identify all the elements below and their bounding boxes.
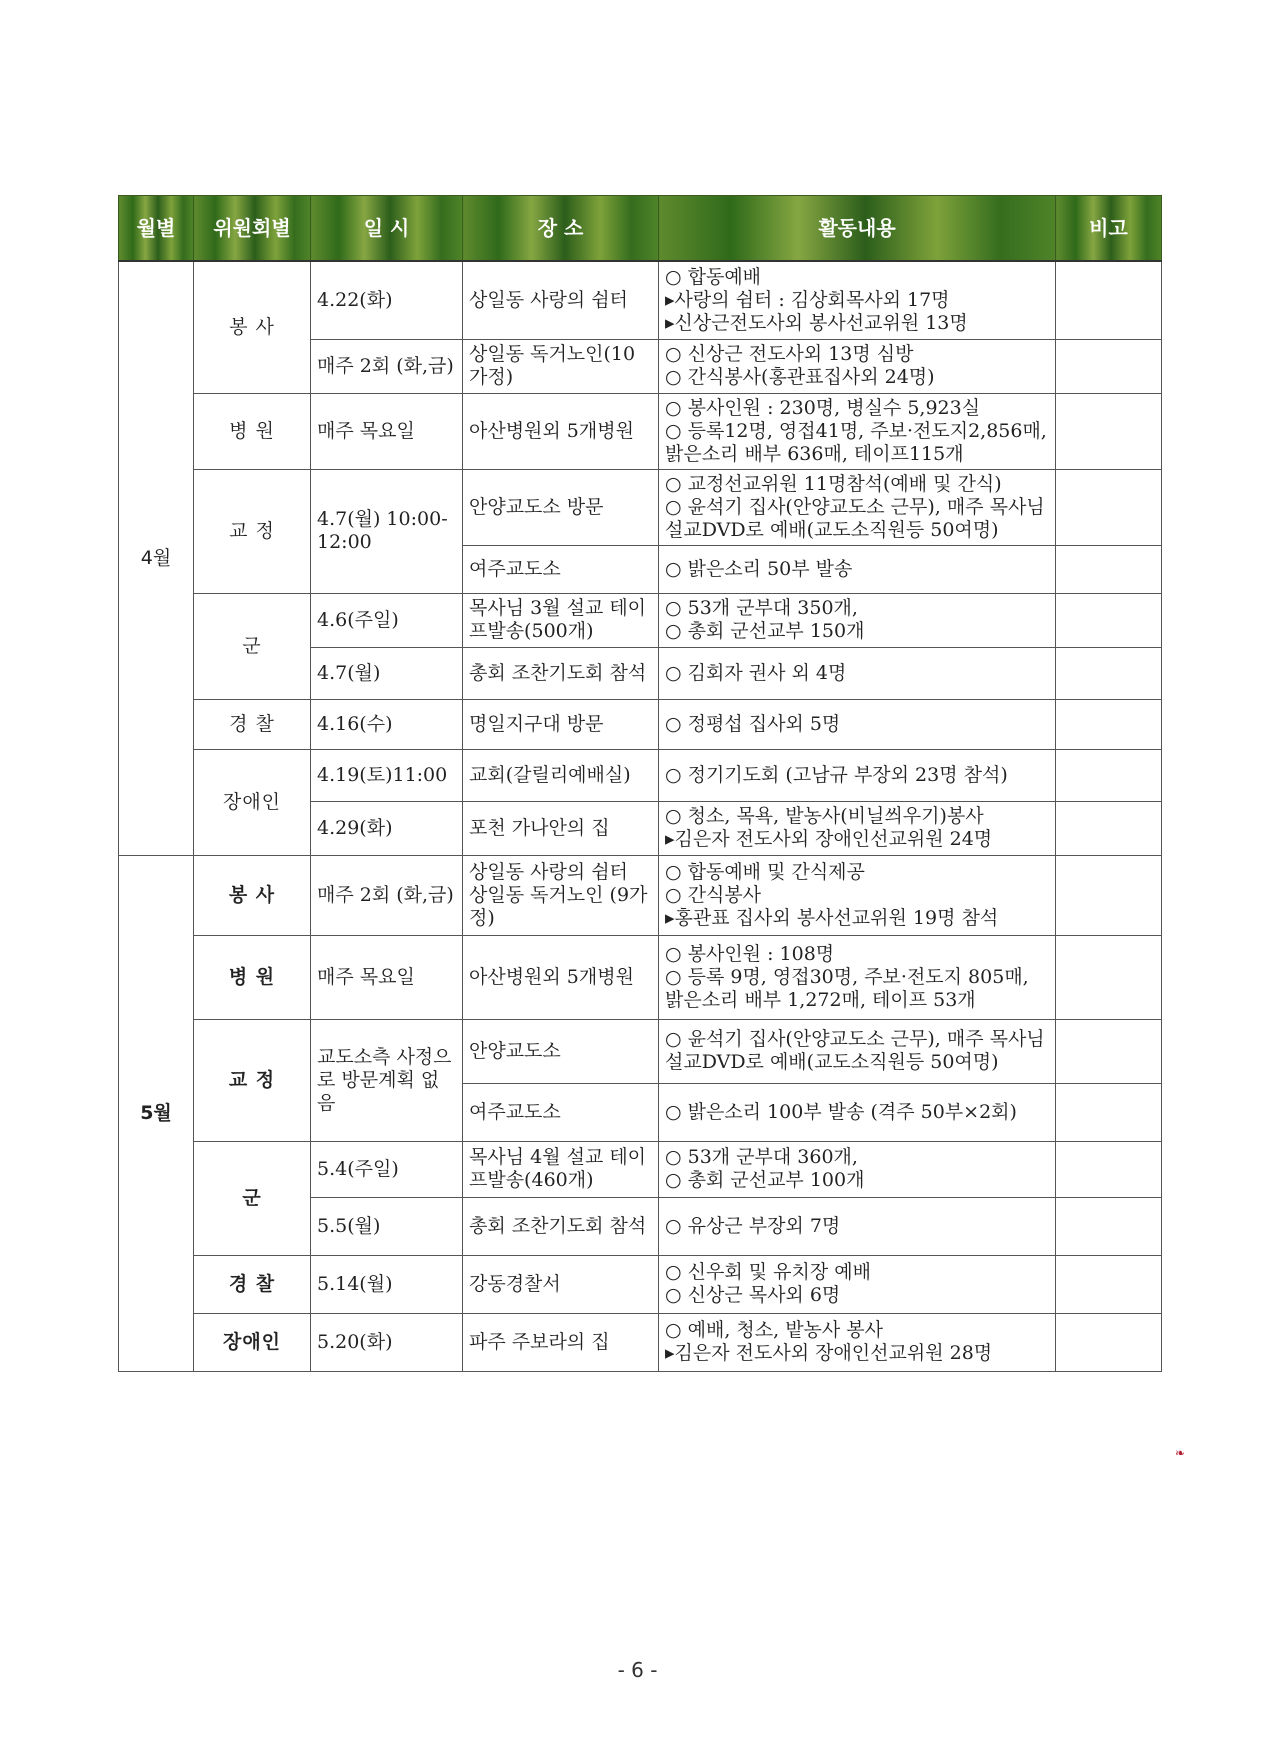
committee-cell: 경 찰	[194, 1255, 311, 1313]
note-cell	[1056, 1255, 1162, 1313]
activity-line: ○ 예배, 청소, 밭농사 봉사	[665, 1319, 884, 1341]
activity-line: ▸김은자 전도사외 장애인선교위원 28명	[665, 1342, 993, 1364]
activity-line: ○ 간식봉사(홍관표집사외 24명)	[665, 366, 935, 388]
note-cell	[1056, 935, 1162, 1019]
activity-line: ○ 교정선교위원 11명참석(예배 및 간식)	[665, 472, 1002, 495]
header-date: 일 시	[311, 196, 463, 262]
place-cell: 여주교도소	[463, 545, 659, 593]
place-cell: 목사님 3월 설교 테이프발송(500개)	[463, 593, 659, 647]
committee-cell: 교 정	[194, 1019, 311, 1141]
date-cell: 매주 목요일	[311, 393, 463, 469]
date-cell: 5.5(월)	[311, 1197, 463, 1255]
committee-cell: 군	[194, 593, 311, 699]
date-cell: 4.6(주일)	[311, 593, 463, 647]
month-cell: 5월	[119, 855, 194, 1371]
table-row	[119, 699, 1162, 749]
committee-cell: 병 원	[194, 935, 311, 1019]
note-cell	[1056, 339, 1162, 393]
place-cell: 파주 주보라의 집	[463, 1313, 659, 1371]
header-place: 장 소	[463, 196, 659, 262]
activity-line: ○ 청소, 목욕, 밭농사(비닐씌우기)봉사	[665, 805, 984, 827]
note-cell	[1056, 749, 1162, 801]
activity-cell	[659, 261, 1056, 339]
place-cell: 포천 가나안의 집	[463, 801, 659, 855]
place-cell: 상일동 독거노인(10가정)	[463, 339, 659, 393]
note-cell	[1056, 801, 1162, 855]
date-cell: 매주 2회 (화,금)	[311, 855, 463, 935]
place-cell: 총회 조찬기도회 참석	[463, 647, 659, 699]
committee-cell: 봉 사	[194, 855, 311, 935]
note-cell	[1056, 393, 1162, 469]
table-row	[119, 1313, 1162, 1371]
date-cell: 5.14(월)	[311, 1255, 463, 1313]
activity-line: ○ 등록12명, 영접41명, 주보·전도지2,856매, 밝은소리 배부 636매, 테이프115개	[665, 419, 1047, 465]
committee-cell: 병 원	[194, 393, 311, 469]
place-cell: 강동경찰서	[463, 1255, 659, 1313]
activity-cell	[659, 1313, 1056, 1371]
table-row	[119, 393, 1162, 469]
activity-line: ○ 밝은소리 50부 발송	[665, 557, 853, 580]
activity-line: ○ 정평섭 집사외 5명	[665, 712, 841, 735]
activity-cell	[659, 647, 1056, 699]
committee-cell: 교 정	[194, 469, 311, 593]
activity-cell	[659, 1083, 1056, 1141]
activity-line: ▸사랑의 쉼터 : 김상회목사외 17명	[665, 288, 950, 311]
header-activity: 활동내용	[659, 196, 1056, 262]
place-cell: 교회(갈릴리예배실)	[463, 749, 659, 801]
date-cell: 매주 목요일	[311, 935, 463, 1019]
place-cell: 총회 조찬기도회 참석	[463, 1197, 659, 1255]
month-cell: 4월	[119, 261, 194, 855]
note-cell	[1056, 545, 1162, 593]
date-cell: 매주 2회 (화,금)	[311, 339, 463, 393]
note-cell	[1056, 855, 1162, 935]
activity-cell	[659, 1197, 1056, 1255]
stray-ink-mark: ❧	[1175, 1446, 1186, 1460]
header-committee: 위원회별	[194, 196, 311, 262]
activity-line: ○ 김회자 권사 외 4명	[665, 661, 847, 684]
note-cell	[1056, 647, 1162, 699]
page-number: - 6 -	[617, 1658, 658, 1682]
activity-cell	[659, 935, 1056, 1019]
committee-cell: 봉 사	[194, 261, 311, 393]
committee-cell: 장애인	[194, 1313, 311, 1371]
activity-line: ▸김은자 전도사외 장애인선교위원 24명	[665, 828, 993, 850]
date-cell: 4.7(월)	[311, 647, 463, 699]
activity-line: ○ 신상근 목사외 6명	[665, 1284, 841, 1306]
date-cell: 5.20(화)	[311, 1313, 463, 1371]
note-cell	[1056, 261, 1162, 339]
date-cell: 4.19(토)11:00	[311, 749, 463, 801]
place-cell: 상일동 사랑의 쉼터	[463, 261, 659, 339]
activity-line: ○ 합동예배 및 간식제공	[665, 860, 865, 883]
committee-cell: 군	[194, 1141, 311, 1255]
table-row	[119, 1141, 1162, 1197]
activity-cell	[659, 699, 1056, 749]
activity-line: ○ 윤석기 집사(안양교도소 근무), 매주 목사님 설교DVD로 예배(교도소직원등 50여명)	[665, 1028, 1045, 1073]
note-cell	[1056, 699, 1162, 749]
table-header-row	[119, 196, 1162, 262]
table-row	[119, 749, 1162, 801]
date-cell: 4.7(월) 10:00-12:00	[311, 469, 463, 593]
activity-cell	[659, 1019, 1056, 1083]
activity-line: ○ 정기기도회 (고남규 부장외 23명 참석)	[665, 763, 1008, 786]
table-row	[119, 469, 1162, 545]
place-cell: 아산병원외 5개병원	[463, 935, 659, 1019]
place-cell: 목사님 4월 설교 테이프발송(460개)	[463, 1141, 659, 1197]
place-cell: 아산병원외 5개병원	[463, 393, 659, 469]
committee-cell: 장애인	[194, 749, 311, 855]
note-cell	[1056, 1019, 1162, 1083]
table-row	[119, 261, 1162, 339]
note-cell	[1056, 469, 1162, 545]
place-cell: 안양교도소 방문	[463, 469, 659, 545]
table-row	[119, 855, 1162, 935]
table-row	[119, 1255, 1162, 1313]
activity-cell	[659, 469, 1056, 545]
date-cell: 4.16(수)	[311, 699, 463, 749]
note-cell	[1056, 1197, 1162, 1255]
activity-cell	[659, 801, 1056, 855]
note-cell	[1056, 1313, 1162, 1371]
activity-line: ○ 밝은소리 100부 발송 (격주 50부×2회)	[665, 1100, 1017, 1123]
date-cell: 4.22(화)	[311, 261, 463, 339]
activity-line: ○ 53개 군부대 350개,	[665, 597, 858, 619]
table-row	[119, 1019, 1162, 1083]
activity-line: ○ 유상근 부장외 7명	[665, 1214, 841, 1237]
activity-line: ○ 신우회 및 유치장 예배	[665, 1261, 871, 1283]
activity-cell	[659, 593, 1056, 647]
note-cell	[1056, 1141, 1162, 1197]
activity-line: ○ 총회 군선교부 100개	[665, 1169, 865, 1191]
activity-cell	[659, 1255, 1056, 1313]
activity-cell	[659, 855, 1056, 935]
activity-cell	[659, 1141, 1056, 1197]
note-cell	[1056, 593, 1162, 647]
note-cell	[1056, 1083, 1162, 1141]
activity-schedule-table	[118, 195, 1162, 1372]
committee-cell: 경 찰	[194, 699, 311, 749]
date-cell: 5.4(주일)	[311, 1141, 463, 1197]
activity-line: ○ 53개 군부대 360개,	[665, 1146, 858, 1168]
place-cell: 명일지구대 방문	[463, 699, 659, 749]
header-note: 비고	[1056, 196, 1162, 262]
activity-cell	[659, 393, 1056, 469]
activity-line: ○ 등록 9명, 영접30명, 주보·전도지 805매, 밝은소리 배부 1,272매, 테이프 53개	[665, 965, 1029, 1011]
activity-cell	[659, 545, 1056, 593]
activity-line: ▸신상근전도사외 봉사선교위원 13명	[665, 311, 968, 334]
date-cell: 4.29(화)	[311, 801, 463, 855]
activity-line: ○ 총회 군선교부 150개	[665, 620, 865, 642]
place-cell: 여주교도소	[463, 1083, 659, 1141]
table-row	[119, 593, 1162, 647]
place-cell: 상일동 사랑의 쉼터 상일동 독거노인 (9가정)	[463, 855, 659, 935]
activity-cell	[659, 339, 1056, 393]
activity-line: ○ 신상근 전도사외 13명 심방	[665, 343, 914, 365]
activity-line: ○ 봉사인원 : 108명	[665, 942, 835, 965]
table-row	[119, 935, 1162, 1019]
activity-line: ○ 봉사인원 : 230명, 병실수 5,923실	[665, 396, 981, 419]
activity-line: ○ 윤석기 집사(안양교도소 근무), 매주 목사님 설교DVD로 예배(교도소직원등 50여명)	[665, 495, 1045, 541]
activity-line: ○ 간식봉사	[665, 883, 762, 906]
activity-line: ▸홍관표 집사외 봉사선교위원 19명 참석	[665, 906, 999, 929]
place-cell: 안양교도소	[463, 1019, 659, 1083]
activity-line: ○ 합동예배	[665, 265, 762, 288]
header-month: 월별	[119, 196, 194, 262]
activity-cell	[659, 749, 1056, 801]
date-cell: 교도소측 사정으로 방문계획 없음	[311, 1019, 463, 1141]
